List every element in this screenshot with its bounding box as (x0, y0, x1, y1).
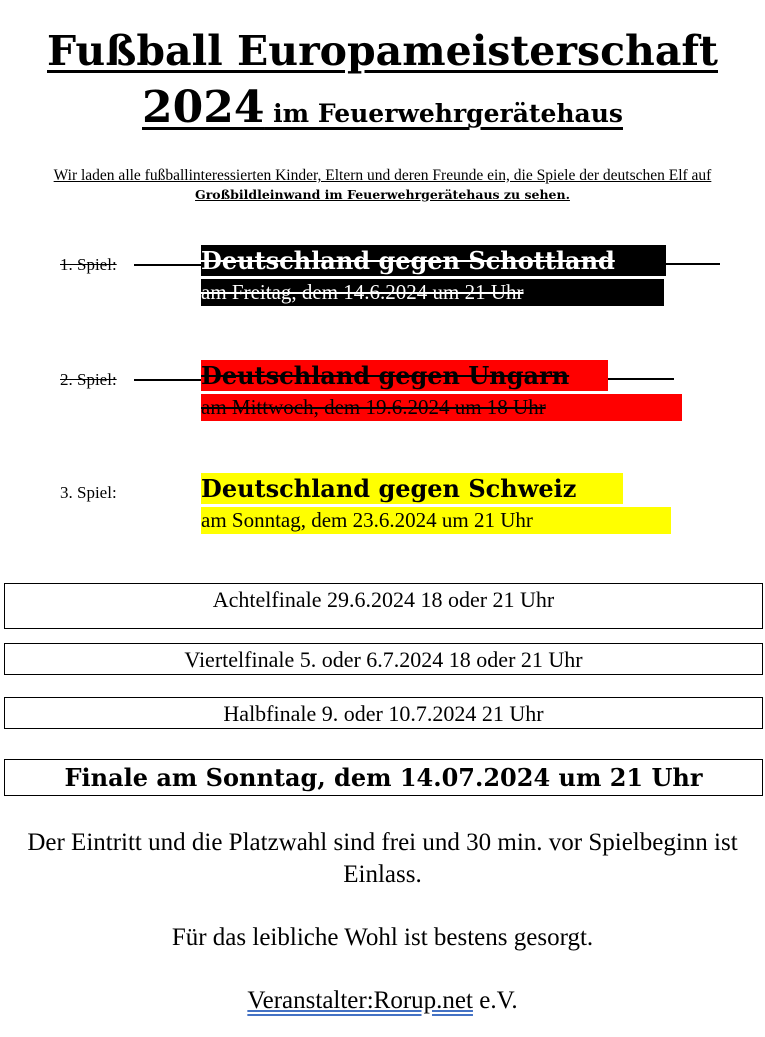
organizer (0, 985, 765, 1017)
achtelfinale-box: Achtelfinale 29.6.2024 18 oder 21 Uhr (4, 583, 763, 629)
game-1-date: am Freitag, dem 14.6.2024 um 21 Uhr (201, 279, 664, 306)
intro-plain: Wir laden alle fußballinteressierten Kinder, Eltern und deren Freunde ein, die Spiele der deutschen Elf auf (53, 167, 712, 184)
page-subtitle (0, 82, 765, 143)
game-1-strike-tail (666, 263, 720, 265)
game-1-label: 1. Spiel: (60, 255, 117, 274)
title-location: im Feuerwehrgerätehaus (264, 99, 623, 128)
game-3-title: Deutschland gegen Schweiz (201, 473, 623, 504)
game-1-strike-line (134, 264, 202, 266)
game-3-label: 3. Spiel: (60, 483, 117, 502)
organizer-suffix: e.V. (472, 987, 518, 1014)
game-1-title: Deutschland gegen Schottland (201, 245, 666, 276)
game-2-strike-tail (608, 378, 674, 380)
game-2-title: Deutschland gegen Ungarn (201, 360, 608, 391)
organizer-link[interactable]: Veranstalter:Rorup.net (247, 987, 473, 1014)
catering-info: Für das leibliche Wohl ist bestens gesorgt. (171, 924, 594, 951)
game-3-date: am Sonntag, dem 23.6.2024 um 21 Uhr (201, 507, 671, 534)
title-year: 2024 (142, 82, 265, 133)
entry-info: Der Eintritt und die Platzwahl sind frei und 30 min. vor Spielbeginn ist Einlass. (27, 829, 738, 888)
halbfinale-box: Halbfinale 9. oder 10.7.2024 21 Uhr (4, 697, 763, 729)
game-2-strike-line (134, 379, 202, 381)
intro-bold: Großbildleinwand im Feuerwehrgerätehaus zu sehen. (195, 187, 570, 202)
game-2-label: 2. Spiel: (60, 370, 117, 389)
game-2-date: am Mittwoch, dem 19.6.2024 um 18 Uhr (201, 394, 682, 421)
finale-box: Finale am Sonntag, dem 14.07.2024 um 21 Uhr (4, 759, 763, 796)
page-title: Fußball Europameisterschaft (47, 27, 718, 75)
intro-text (30, 166, 735, 204)
viertelfinale-box: Viertelfinale 5. oder 6.7.2024 18 oder 21 Uhr (4, 643, 763, 675)
